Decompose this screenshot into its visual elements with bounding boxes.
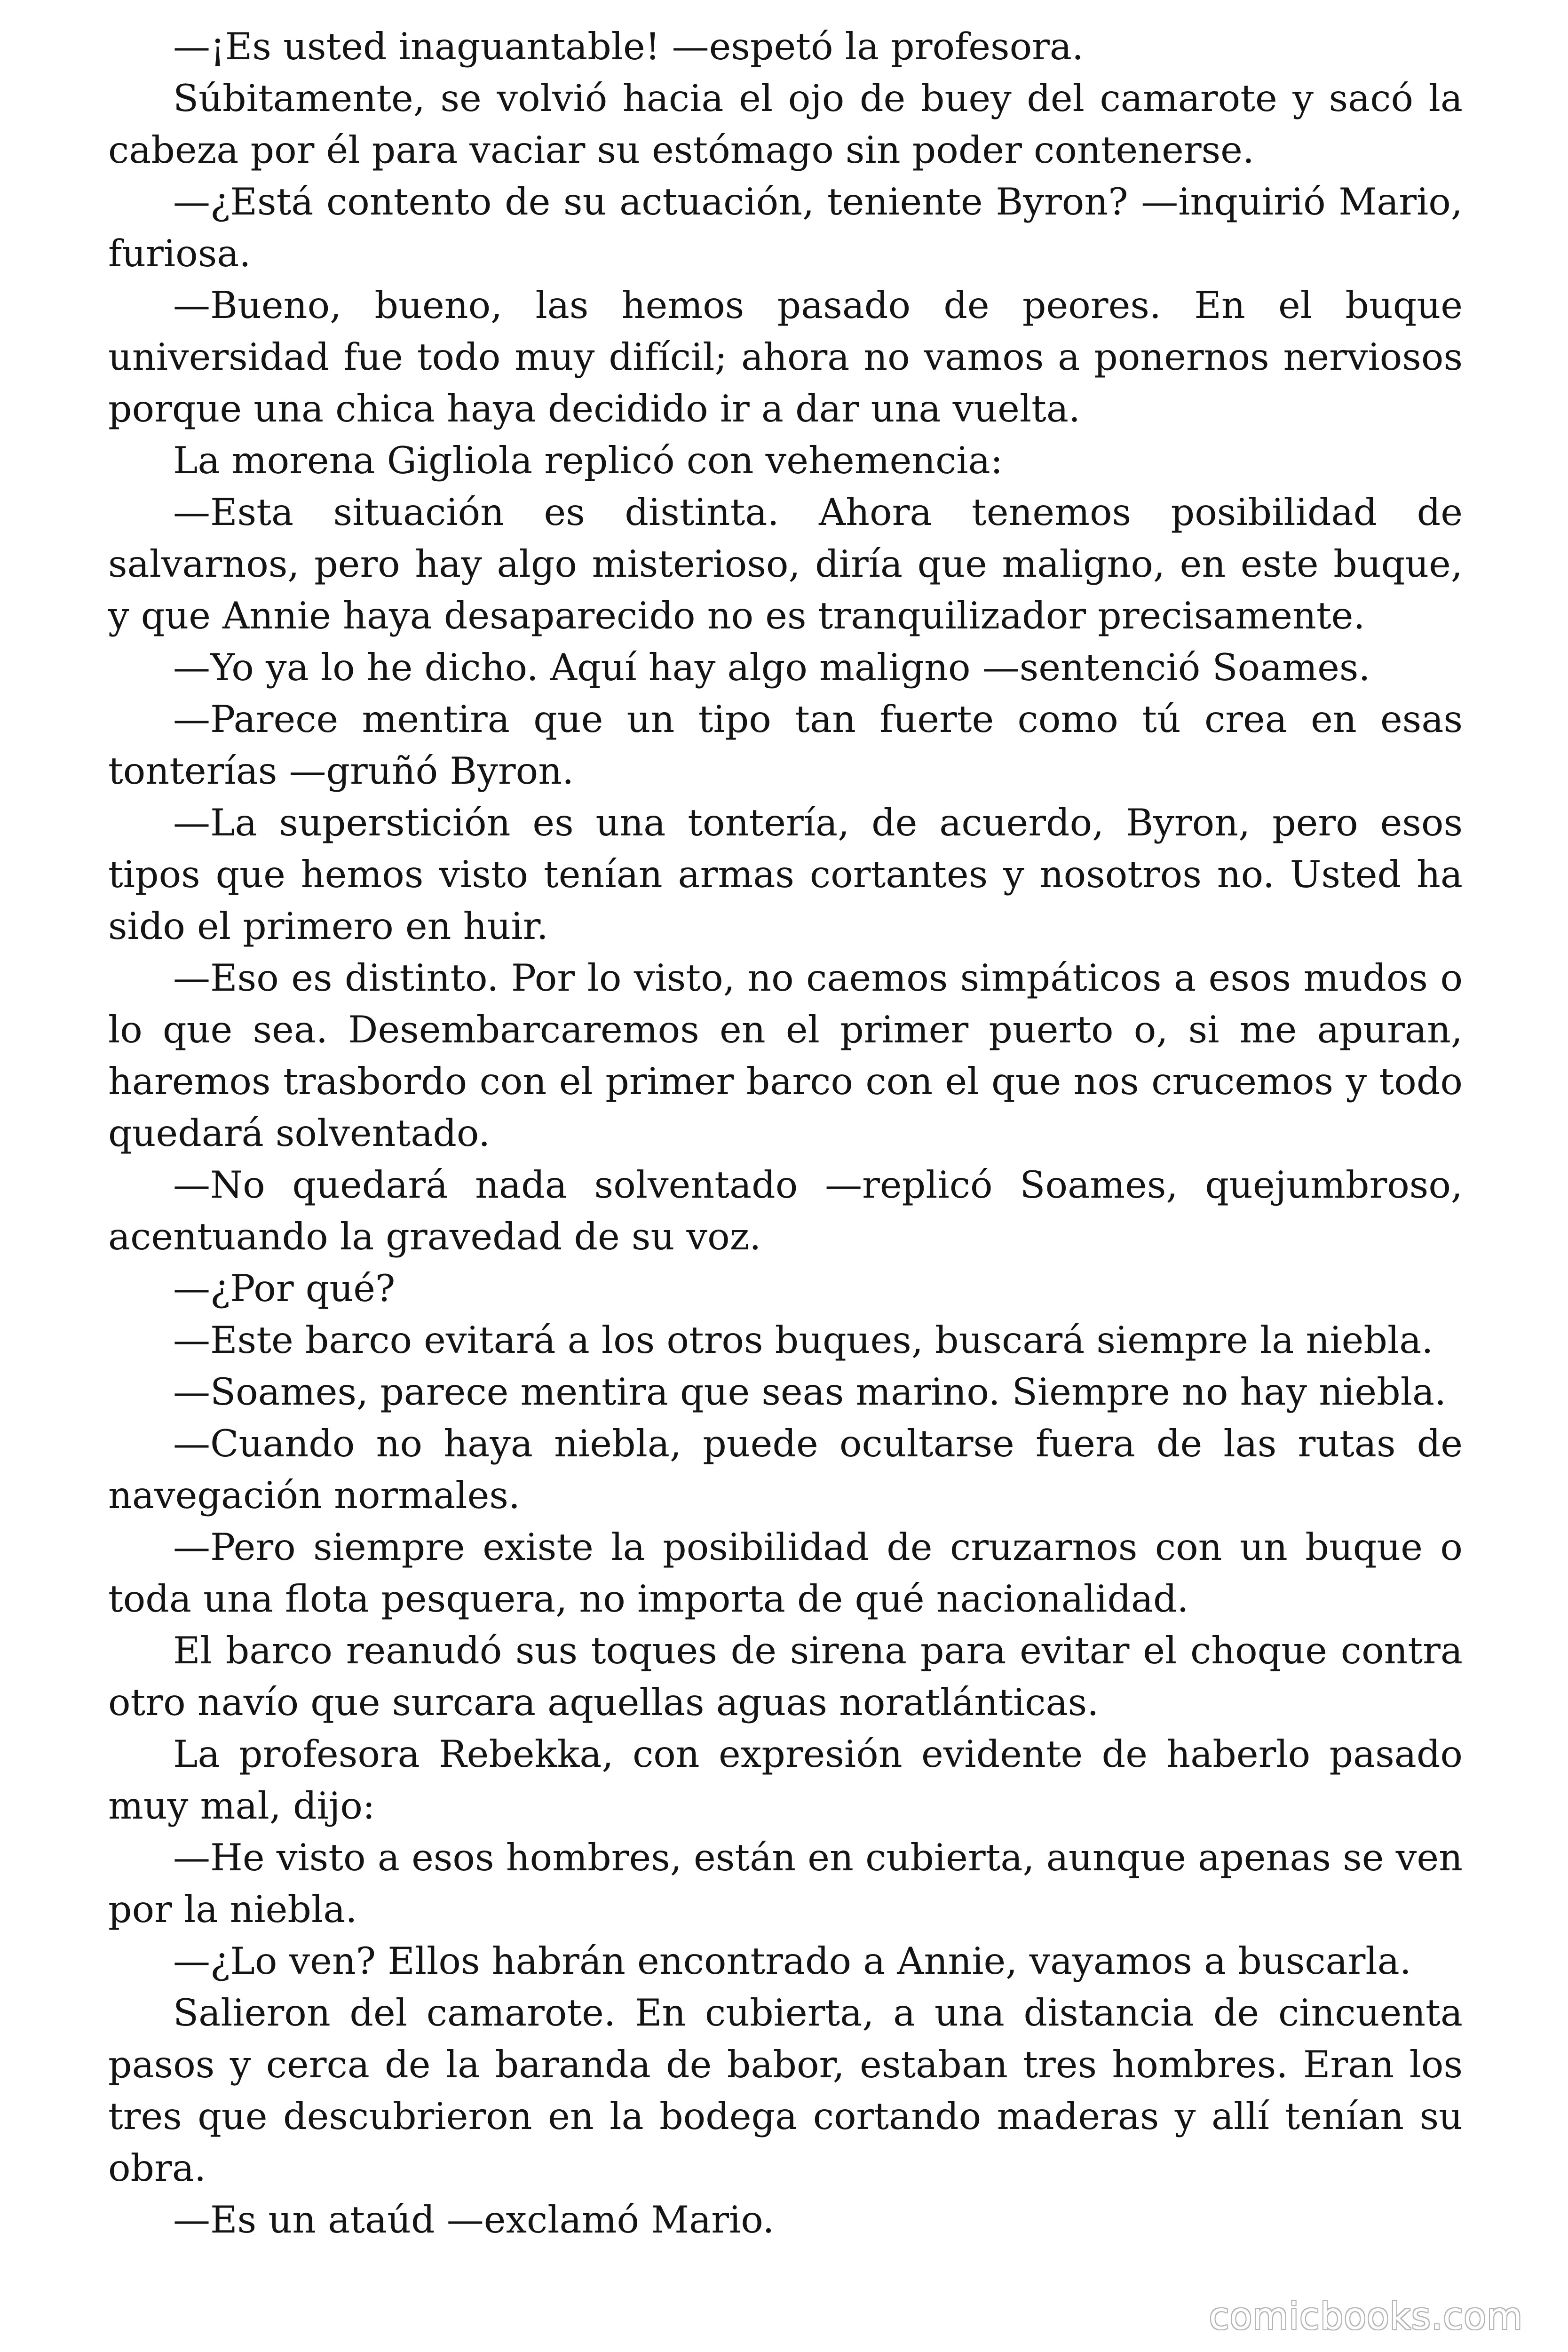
paragraph: —Este barco evitará a los otros buques, buscará siempre la niebla.	[173, 1319, 1433, 1362]
watermark: comicbooks.com	[1209, 2296, 1523, 2338]
paragraph: —Parece mentira que un tipo tan fuerte como tú crea en esas tonterías —gruñó Byron.	[108, 698, 1463, 793]
paragraph: —He visto a esos hombres, están en cubierta, aunque apenas se ven por la niebla.	[108, 1836, 1463, 1931]
paragraph: —La superstición es una tontería, de acuerdo, Byron, pero esos tipos que hemos visto tenían armas cortantes y nosotros no. Usted ha sido el primero en huir.	[108, 801, 1463, 948]
paragraph: —Cuando no haya niebla, puede ocultarse fuera de las rutas de navegación normales.	[108, 1422, 1463, 1517]
paragraph: —¿Está contento de su actuación, teniente Byron? —inquirió Mario, furiosa.	[108, 180, 1463, 275]
paragraph: —Eso es distinto. Por lo visto, no caemos simpáticos a esos mudos o lo que sea. Desembarcaremos en el primer puerto o, si me apuran, haremos trasbordo con el primer barco con el que nos crucemos y todo quedará solventado.	[108, 956, 1463, 1155]
paragraph: El barco reanudó sus toques de sirena para evitar el choque contra otro navío que surcara aquellas aguas noratlánticas.	[108, 1629, 1463, 1724]
paragraph: —¡Es usted inaguantable! —espetó la profesora.	[173, 25, 1084, 68]
paragraph: —Soames, parece mentira que seas marino. Siempre no hay niebla.	[173, 1370, 1447, 1414]
paragraph: —¿Por qué?	[173, 1267, 396, 1310]
paragraph: —No quedará nada solventado —replicó Soames, quejumbroso, acentuando la gravedad de su voz.	[108, 1163, 1463, 1258]
paragraph: —Es un ataúd —exclamó Mario.	[173, 2198, 775, 2241]
paragraph: —Pero siempre existe la posibilidad de cruzarnos con un buque o toda una flota pesquera, no importa de qué nacionalidad.	[108, 1526, 1463, 1621]
paragraph: —¿Lo ven? Ellos habrán encontrado a Annie, vayamos a buscarla.	[173, 1939, 1411, 1983]
paragraph: Salieron del camarote. En cubierta, a una distancia de cincuenta pasos y cerca de la baranda de babor, estaban tres hombres. Eran los tres que descubrieron en la bodega cortando maderas y allí tenían su obra.	[108, 1991, 1463, 2190]
paragraph: La profesora Rebekka, con expresión evidente de haberlo pasado muy mal, dijo:	[108, 1732, 1463, 1828]
paragraph: —Bueno, bueno, las hemos pasado de peores. En el buque universidad fue todo muy difícil; ahora no vamos a ponernos nerviosos porque una chica haya decidido ir a dar una vuelta.	[108, 284, 1463, 430]
book-page-text	[108, 21, 1463, 2246]
paragraph: —Yo ya lo he dicho. Aquí hay algo maligno —sentenció Soames.	[173, 646, 1370, 689]
paragraph: —Esta situación es distinta. Ahora tenemos posibilidad de salvarnos, pero hay algo misterioso, diría que maligno, en este buque, y que Annie haya desaparecido no es tranquilizador precisamente.	[108, 491, 1463, 637]
paragraph: La morena Gigliola replicó con vehemencia:	[173, 439, 1003, 482]
paragraph: Súbitamente, se volvió hacia el ojo de buey del camarote y sacó la cabeza por él para vaciar su estómago sin poder contenerse.	[108, 77, 1463, 172]
